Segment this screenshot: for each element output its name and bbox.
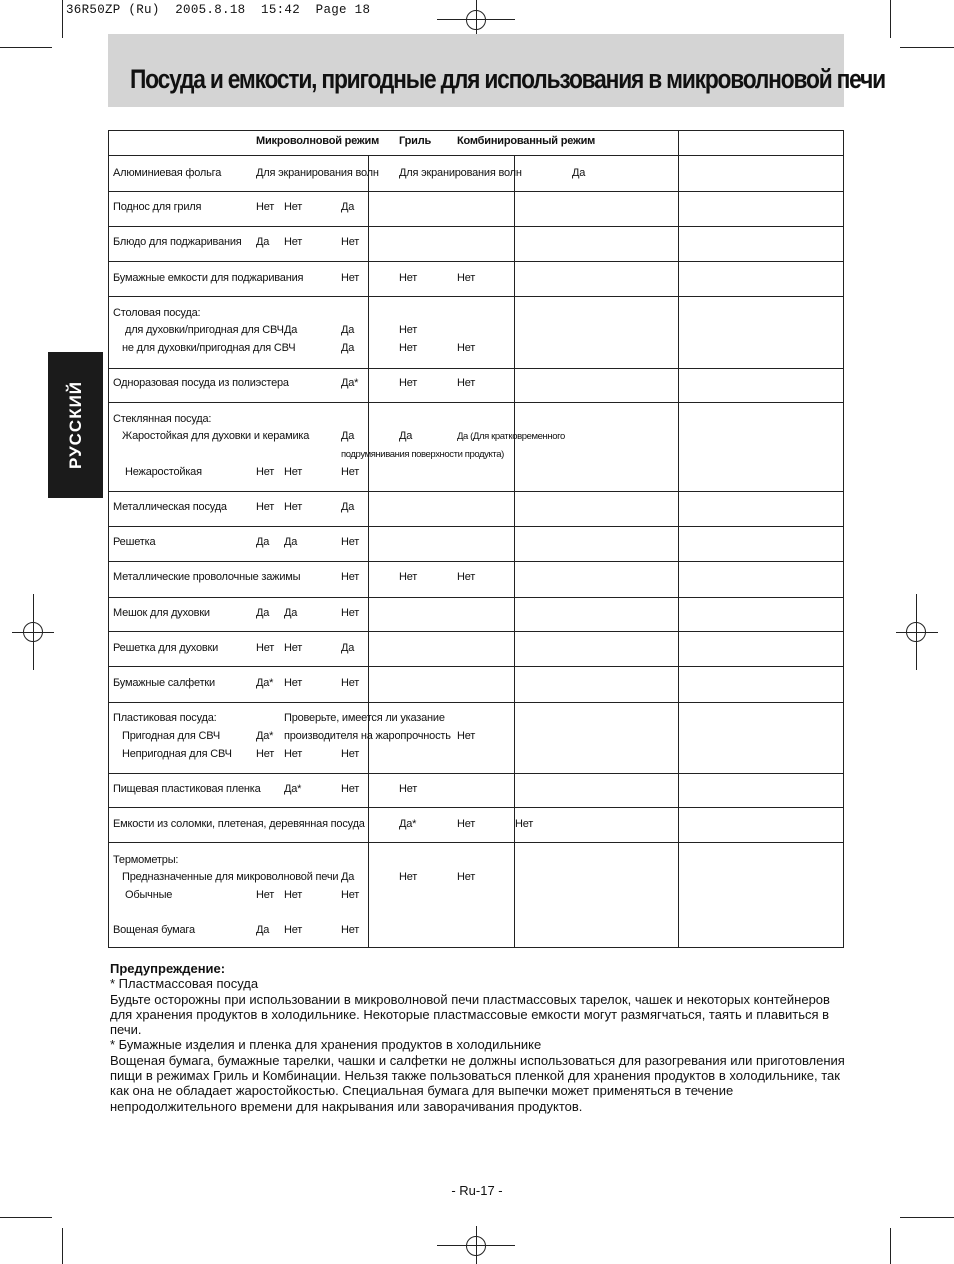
warning-paper-text: Вощеная бумага, бумажные тарелки, чашки и салфетки не должны использоваться для разогревания или приготовления пищи в режимах Гриль и Комбинации. Нельзя также пользоваться пленкой для хранения продуктов в холодильнике, так как она не обладает жаростойкостью. Специальная бумага для выпечки может применяться в течение непродолжительного времени для накрывания или заворачивания продуктов.	[110, 1052, 845, 1114]
language-tab	[48, 352, 103, 498]
warning-plastic-title: * Пластмассовая посуда	[110, 976, 259, 992]
warning-title: Предупреждение:	[110, 961, 226, 976]
warning-section	[110, 961, 850, 1114]
page-number: - Ru-17 -	[451, 1183, 503, 1198]
warning-plastic-text: Будьте осторожны при использовании в микроволновой печи пластмассовых тарелок, чашек и некоторых контейнеров для хранения продуктов в холодильнике. Некоторые пластмассовые емкости могут размягчаться, таять и плавиться в печи.	[110, 991, 830, 1038]
header-grill: Гриль	[399, 135, 432, 147]
warning-paper-title: * Бумажные изделия и пленка для хранения продуктов в холодильнике	[110, 1037, 542, 1053]
print-slug: 36R50ZP (Ru) 2005.8.18 15:42 Page 18	[66, 3, 371, 17]
header-microwave: Микроволновой режим	[256, 135, 380, 147]
cookware-table: Микроволновой режим Гриль Комбинированный режим Алюминиевая фольга Для экранирования волн Для экранирования волн Да Поднос для гриля Нет Нет Да Блюдо для поджаривания Да Нет Нет Бумажные емкости для поджаривания Нет Нет Нет Столовая посуда: для духовки/пригодная для СВЧ Да Да Нет не для духовки/пригодная для СВЧ Да Нет Нет Одноразовая посуда из полиэстера Да* Нет Нет Стеклянная посуда: Жаростойкая для духовки и керамика Да Да Да (Для кратковременного подрумянивания поверхности продукта) Нежаростойкая Нет Нет Нет Металлическая посуда Нет Нет Да Решетка Да Да Нет Металлические проволочные зажимы Нет Нет Нет Мешок для духовки Да Да Нет Решетка для духовки Нет Нет Да Бумажные салфетки Да* Нет Нет Пластиковая посуда: Проверьте, имеется ли указание Пригодная для СВЧ Да* производителя на жаропрочность Нет Непригодная для СВЧ Нет Нет Нет Пищевая пластиковая пленка Да* Нет Нет Емкости из соломки, плетеная, деревянная посуда Да* Нет Нет Термометры: Предназначенные для микроволновой печи Да Нет Нет Обычные Нет Нет Нет Вощеная бумага Да Нет Нет	[108, 130, 844, 948]
header-combi: Комбинированный режим	[457, 135, 596, 147]
language-tab-label: РУССКИЙ	[65, 380, 85, 470]
page-title: Посуда и емкости, пригодные для использования в микроволновой печи	[130, 64, 885, 94]
